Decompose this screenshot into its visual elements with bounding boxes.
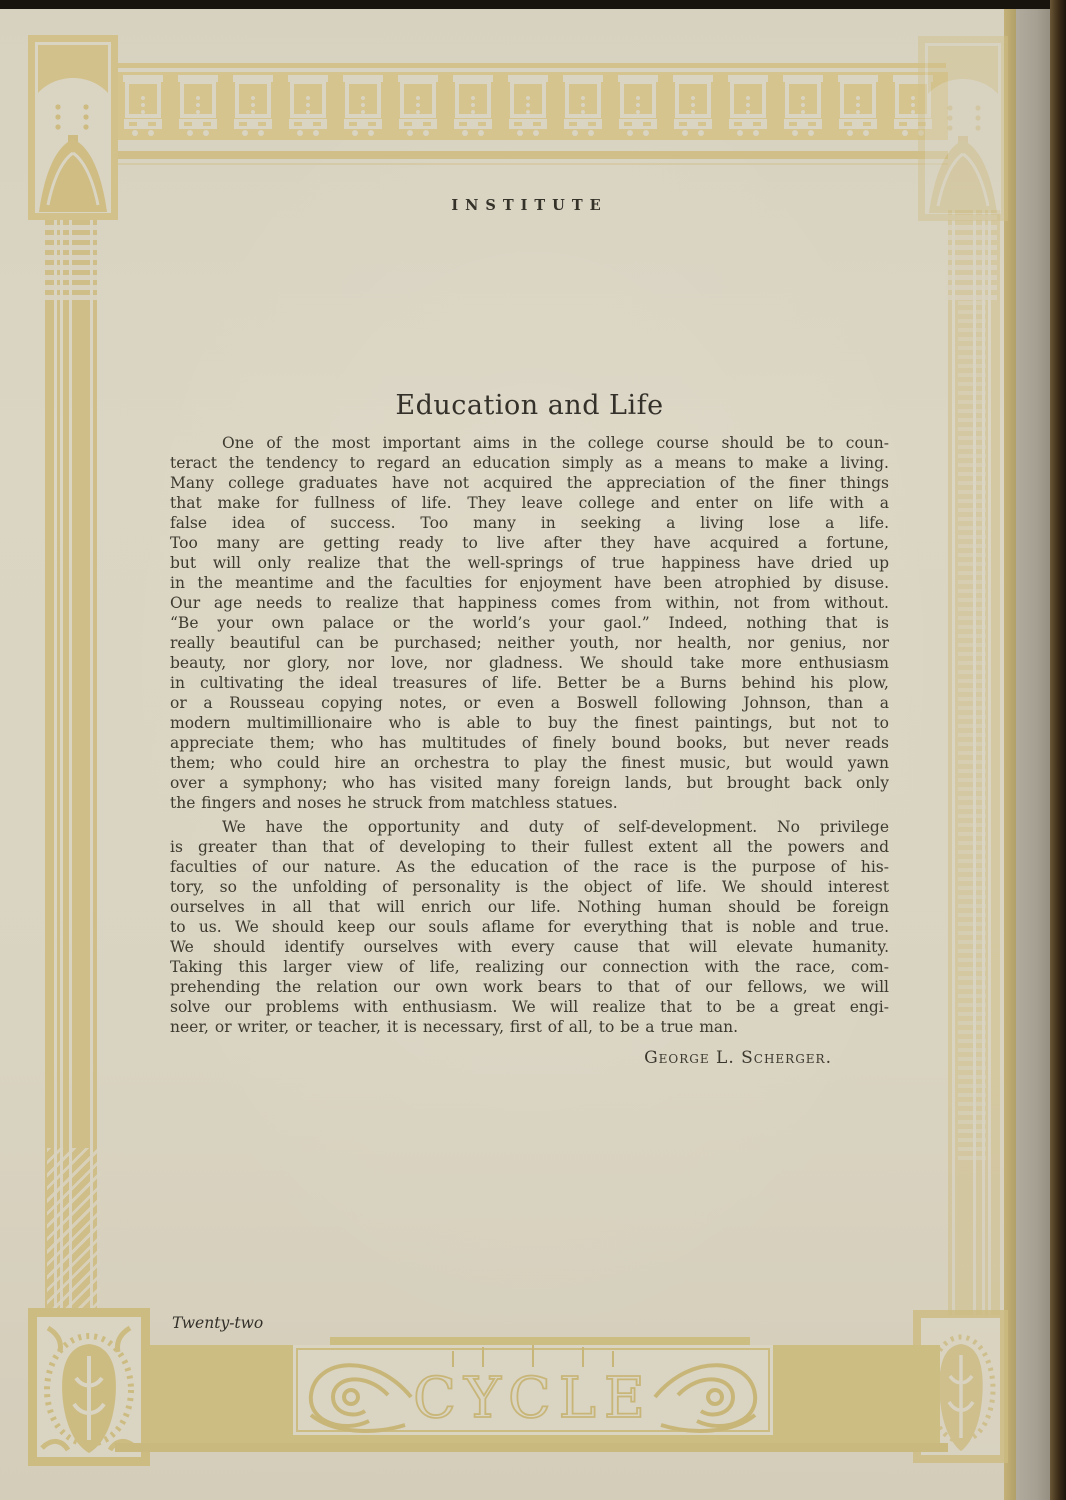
essay-text-line: Many college graduates have not acquired the appreciation of the finer things (170, 474, 889, 492)
essay-text-line: that make for fullness of life. They leave college and enter on life with a (170, 494, 889, 512)
essay-text-line: or a Rousseau copying notes, or even a Boswell following Johnson, than a (170, 694, 889, 712)
essay-text-line: the fingers and noses he struck from matchless statues. (170, 794, 618, 812)
essay-text-line: Too many are getting ready to live after they have acquired a fortune, (170, 534, 889, 552)
essay-text-line: neer, or writer, or teacher, it is necessary, first of all, to be a true man. (170, 1018, 739, 1036)
essay-text-line: teract the tendency to regard an education simply as a means to make a living. (170, 454, 889, 472)
page-edge-strip (1004, 9, 1016, 1500)
author-signature: George L. Scherger. (644, 1048, 832, 1068)
frieze-bottom-rule (115, 151, 948, 159)
essay-text-line: solve our problems with enthusiasm. We will realize that to be a great engi- (170, 998, 889, 1016)
essay-text-line: in cultivating the ideal treasures of life. Better be a Burns behind his plow, (170, 674, 889, 692)
frieze-ornament (115, 72, 948, 140)
scan-edge-right (1050, 0, 1066, 1500)
essay-text-line: tory, so the unfolding of personality is the object of life. We should interest (170, 878, 889, 896)
frieze-faint-rule (115, 163, 948, 165)
essay-text-line: is greater than that of developing to their fullest extent all the powers and (170, 838, 889, 856)
essay-text-line: We have the opportunity and duty of self-development. No privilege (222, 818, 889, 836)
bottom-border-rule (115, 1443, 948, 1452)
essay-text-line: prehending the relation our own work bears to that of our fellows, we will (170, 978, 889, 996)
page-number: Twenty-two (172, 1314, 264, 1332)
essay-paragraph-1 (170, 433, 889, 813)
frieze-pattern-svg (115, 72, 948, 140)
essay-text-line: appreciate them; who has multitudes of finely bound books, but never reads (170, 734, 889, 752)
essay-text-line: modern multimillionaire who is able to buy the finest paintings, but not to (170, 714, 889, 732)
left-border-feather (47, 1148, 100, 1312)
essay-text-line: faculties of our nature. As the education of the race is the purpose of his- (170, 858, 889, 876)
essay-text-line: false idea of success. Too many in seeking a living lose a life. (170, 514, 889, 532)
essay-title: Education and Life (395, 390, 664, 421)
essay-text-line: One of the most important aims in the college course should be to coun- (222, 434, 889, 452)
essay-text-line: We should identify ourselves with every cause that will elevate humanity. (170, 938, 889, 956)
essay-text-line: Our age needs to realize that happiness comes from within, not from without. (170, 594, 889, 612)
running-head: INSTITUTE (451, 197, 608, 214)
next-page-edge (1016, 9, 1050, 1500)
essay-text-line: to us. We should keep our souls aflame for everything that is noble and true. (170, 918, 889, 936)
left-border-squares (45, 212, 97, 300)
essay-text-line: really beautiful can be purchased; neither youth, nor health, nor genius, nor (170, 634, 889, 652)
essay-text-line: over a symphony; who has visited many foreign lands, but brought back only (170, 774, 889, 792)
scan-edge-top (0, 0, 1052, 9)
essay-text-line: ourselves in all that will enrich our life. Nothing human should be foreign (170, 898, 889, 916)
right-border-dots (958, 300, 986, 1160)
essay-text-line: in the meantime and the faculties for enjoyment have been atrophied by disuse. (170, 574, 889, 592)
essay-text-line: them; who could hire an orchestra to play the finest music, but would yawn (170, 754, 889, 772)
essay-text-line: “Be your own palace or the world’s your gaol.” Indeed, nothing that is (170, 614, 889, 632)
corner-ornament-top-left (28, 35, 118, 224)
corner-ornament-top-right (918, 36, 1008, 225)
essay-text-line: Taking this larger view of life, realizing our connection with the race, com- (170, 958, 889, 976)
essay-text-line: but will only realize that the well-springs of true happiness have dried up (170, 554, 889, 572)
essay-text-line: beauty, nor glory, nor love, nor gladness. We should take more enthusiasm (170, 654, 889, 672)
essay-paragraph-2 (170, 817, 889, 1037)
cycle-ornament-word: CYCLE (413, 1366, 653, 1431)
frieze-top-rule (118, 63, 946, 68)
essay-body (170, 433, 889, 1037)
right-border-squares (945, 212, 997, 300)
cycle-cartouche (293, 1337, 773, 1447)
